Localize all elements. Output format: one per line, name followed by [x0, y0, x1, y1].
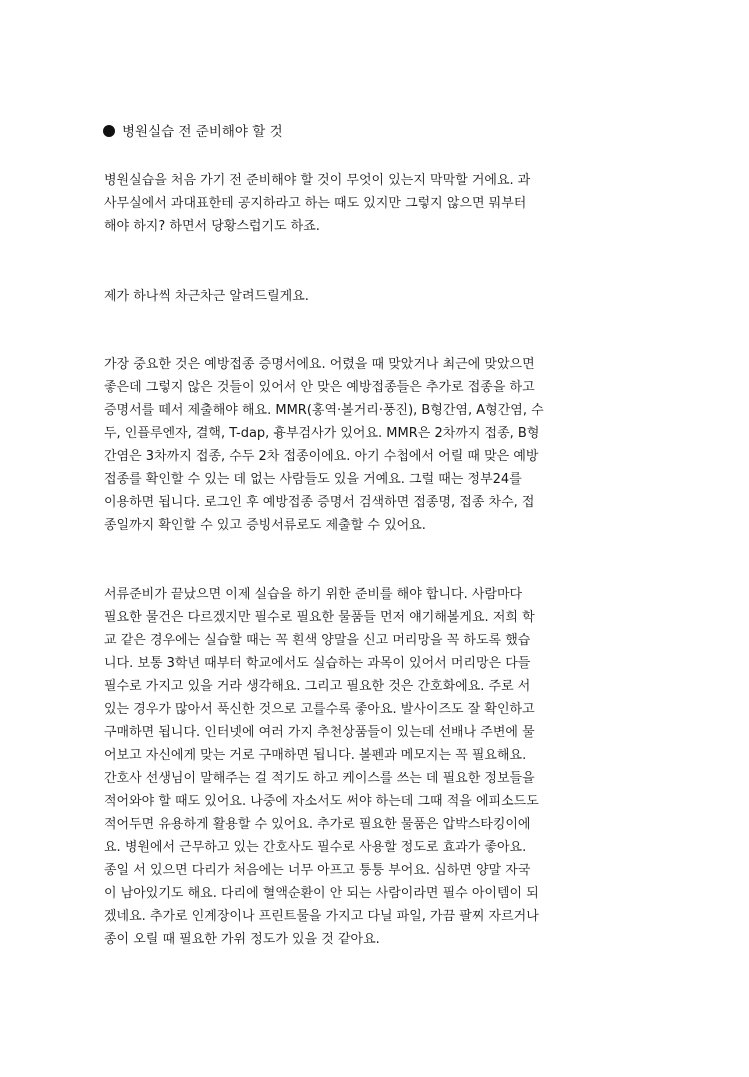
- paragraph-line: 종일 서 있으면 다리가 처음에는 너무 아프고 퉁퉁 부어요. 심하면 양말 자국: [104, 863, 531, 878]
- paragraph-line: 이용하면 됩니다. 로그인 후 예방접종 증명서 검색하면 접종명, 접종 차수, 접: [104, 495, 535, 510]
- paragraph-line: 서류준비가 끝났으면 이제 실습을 하기 위한 준비를 해야 합니다. 사람마다: [104, 587, 523, 602]
- paragraph-line: 요. 병원에서 근무하고 있는 간호사도 필수로 사용할 정도로 효과가 좋아요.: [104, 840, 527, 855]
- section-heading: [103, 121, 283, 143]
- paragraph-line: 종이 오릴 때 필요한 가위 정도가 있을 것 같아요.: [104, 932, 380, 947]
- paragraph-line: 간염은 3차까지 접종, 수두 2차 접종이에요. 아기 수첩에서 어릴 때 맞은 예방: [104, 449, 539, 464]
- paragraph-line: 해야 하지? 하면서 당황스럽기도 하죠.: [104, 219, 320, 234]
- section-heading-text: 병원실습 전 준비해야 할 것: [122, 124, 283, 140]
- paragraph-line: 좋은데 그렇지 않은 것들이 있어서 안 맞은 예방접종들은 추가로 접종을 하고: [104, 380, 535, 395]
- paragraph-line: 구매하면 됩니다. 인터넷에 여러 가지 추천상품들이 있는데 선배나 주변에 물: [104, 725, 535, 740]
- paragraph-line: 필요한 물건은 다르겠지만 필수로 필요한 물품들 먼저 얘기해볼게요. 저희 학: [104, 610, 535, 625]
- paragraph-line: 교 같은 경우에는 실습할 때는 꼭 흰색 양말을 신고 머리망을 꼭 하도록 했습: [104, 633, 531, 648]
- paragraph-line: 니다. 보통 3학년 때부터 학교에서도 실습하는 과목이 있어서 머리망은 다들: [104, 656, 531, 671]
- paragraph-line: 제가 하나씩 차근차근 알려드릴게요.: [104, 289, 309, 304]
- paragraph-line: 필수로 가지고 있을 거라 생각해요. 그리고 필요한 것은 간호화에요. 주로 서: [104, 679, 531, 694]
- paragraph-line: 증명서를 떼서 제출해야 해요. MMR(홍역·볼거리·풍진), B형간염, A형간염, 수: [104, 403, 544, 418]
- paragraph-line: 두, 인플루엔자, 결핵, T-dap, 흉부검사가 있어요. MMR은 2차까지 접종, B형: [104, 426, 540, 441]
- paragraph-line: 간호사 선생님이 말해주는 걸 적기도 하고 케이스를 쓰는 데 필요한 정보들을: [104, 771, 535, 786]
- paragraph-line: 적어와야 할 때도 있어요. 나중에 자소서도 써야 하는데 그때 적을 에피소드도: [104, 794, 539, 809]
- paragraph-line: 가장 중요한 것은 예방접종 증명서에요. 어렸을 때 맞았거나 최근에 맞았으면: [104, 357, 535, 372]
- paragraph-line: 사무실에서 과대표한테 공지하라고 하는 때도 있지만 그렇지 않으면 뭐부터: [104, 196, 527, 211]
- paragraph-line: 접종를 확인할 수 있는 데 없는 사람들도 있을 거예요. 그럴 때는 정부24를: [104, 472, 522, 487]
- paragraph-line: 겠네요. 추가로 인계장이나 프린트물을 가지고 다닐 파일, 가끔 팔찌 자르거나: [104, 909, 539, 924]
- paragraph-line: 있는 경우가 많아서 푹신한 것으로 고를수록 좋아요. 발사이즈도 잘 확인하고: [104, 702, 535, 717]
- paragraph-line: 적어두면 유용하게 활용할 수 있어요. 추가로 필요한 물품은 압박스타킹이에: [104, 817, 531, 832]
- paragraph-line: 병원실습을 처음 가기 전 준비해야 할 것이 무엇이 있는지 막막할 거에요. 과: [104, 173, 531, 188]
- paragraph-line: 종일까지 확인할 수 있고 증빙서류로도 제출할 수 있어요.: [104, 518, 426, 533]
- paragraph-line: 어보고 자신에게 맞는 거로 구매하면 됩니다. 볼펜과 메모지는 꼭 필요해요.: [104, 748, 527, 763]
- paragraph-line: 이 남아있기도 해요. 다리에 혈액순환이 안 되는 사람이라면 필수 아이템이 되: [104, 886, 539, 901]
- bullet-icon: [103, 125, 115, 137]
